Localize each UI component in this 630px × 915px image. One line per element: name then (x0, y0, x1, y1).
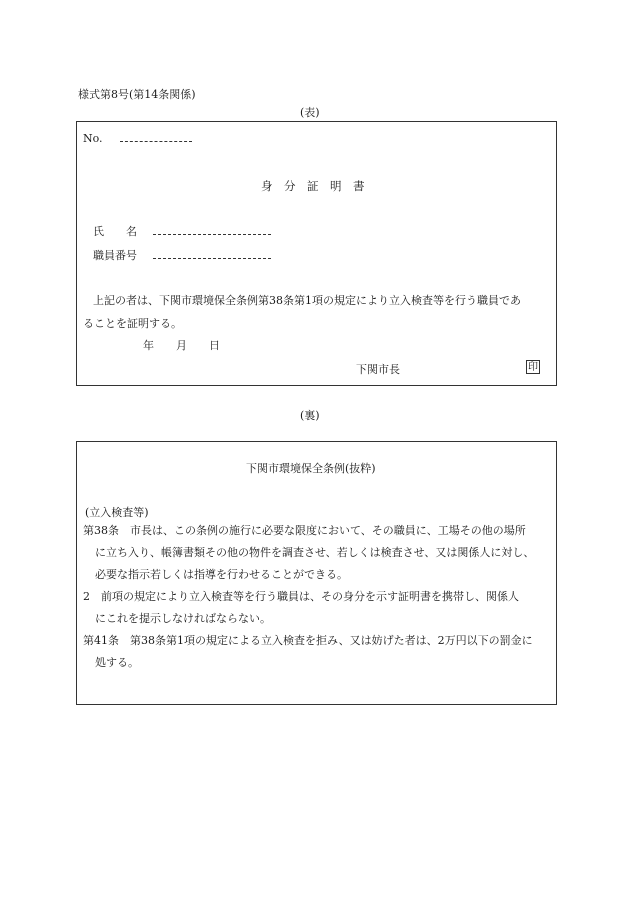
article-38-line1: 第38条 市長は、この条例の施行に必要な限度において、その職員に、工場その他の場所 (83, 524, 526, 537)
no-field (83, 132, 192, 145)
name-label: 氏 名 (93, 225, 137, 238)
staff-no-field (93, 247, 271, 263)
staff-no-label: 職員番号 (93, 249, 137, 262)
article-38-para2-line2: にこれを提示しなければならない。 (95, 612, 271, 625)
certification-text-line1: 上記の者は、下関市環境保全条例第38条第1項の規定により立入検査等を行う職員であ (93, 294, 521, 307)
no-blank (120, 133, 192, 142)
name-blank (153, 226, 271, 235)
no-label: No. (83, 132, 103, 145)
back-title: 下関市環境保全条例(抜粋) (246, 462, 376, 475)
section-heading: (立入検査等) (85, 506, 149, 519)
name-field (93, 223, 271, 239)
excerpt-text (83, 520, 549, 680)
front-side-label: (表) (300, 106, 320, 119)
article-41-line2: 処する。 (95, 656, 139, 669)
seal-stamp: 印 (528, 362, 538, 373)
date-line: 年 月 日 (143, 339, 220, 352)
back-card (76, 441, 557, 705)
form-label: 様式第8号(第14条関係) (78, 88, 196, 101)
staff-no-blank (153, 250, 271, 259)
back-side-label: (裏) (300, 409, 320, 422)
issuer: 下関市長 (356, 363, 400, 376)
certification-text-line2: ることを証明する。 (83, 317, 182, 330)
article-38-para2-line1: 2 前項の規定により立入検査等を行う職員は、その身分を示す証明書を携帯し、関係人 (83, 590, 519, 603)
article-41-line1: 第41条 第38条第1項の規定による立入検査を拒み、又は妨げた者は、2万円以下の罰金に (83, 634, 533, 647)
article-38-line3: 必要な指示若しくは指導を行わせることができる。 (95, 568, 348, 581)
front-title: 身 分 証 明 書 (261, 179, 365, 193)
front-card (76, 121, 557, 386)
article-38-line2: に立ち入り、帳簿書類その他の物件を調査させ、若しくは検査させ、又は関係人に対し、 (95, 546, 535, 559)
